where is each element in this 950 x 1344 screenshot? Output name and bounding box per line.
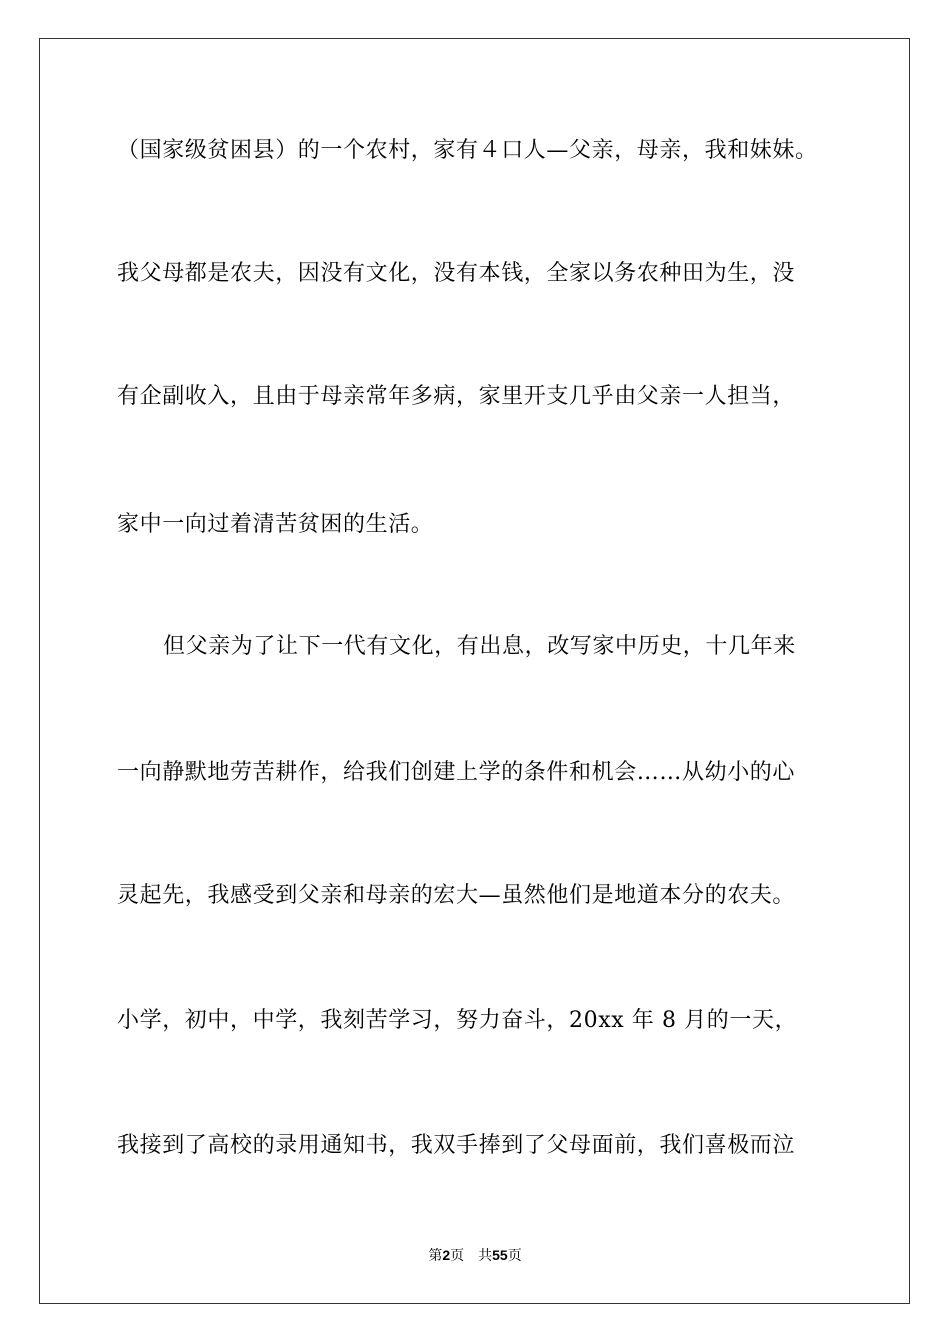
total-suffix: 页 (507, 1248, 522, 1264)
page-prefix: 第 (428, 1248, 443, 1264)
text-line-8: 小学，初中，中学，我刻苦学习，努力奋斗，20xx 年 8 月的一天， (117, 1008, 798, 1033)
page-number: 2 (442, 1247, 451, 1263)
page-border (39, 38, 910, 1304)
text-line-5-paragraph-start: 但父亲为了让下一代有文化，有出息，改写家中历史，十几年来 (163, 634, 796, 659)
text-line-3: 有企副收入，且由于母亲常年多病，家里开支几乎由父亲一人担当， (117, 384, 796, 409)
page-footer (0, 1245, 950, 1266)
text-line-7: 灵起先，我感受到父亲和母亲的宏大—虽然他们是地道本分的农夫。 (117, 883, 796, 908)
total-prefix: 共 (478, 1248, 493, 1264)
text-line-6: 一向静默地劳苦耕作，给我们创建上学的条件和机会……从幼小的心 (117, 760, 796, 785)
text-line-2: 我父母都是农夫，因没有文化，没有本钱，全家以务农种田为生，没 (117, 261, 796, 286)
page-suffix: 页 (450, 1248, 465, 1264)
total-pages: 55 (492, 1247, 508, 1263)
text-line-1: （国家级贫困县）的一个农村，家有４口人—父亲，母亲，我和妹妹。 (117, 138, 818, 163)
text-line-9: 我接到了高校的录用通知书，我双手捧到了父母面前，我们喜极而泣 (117, 1133, 796, 1158)
text-line-4: 家中一向过着清苦贫困的生活。 (117, 512, 434, 537)
